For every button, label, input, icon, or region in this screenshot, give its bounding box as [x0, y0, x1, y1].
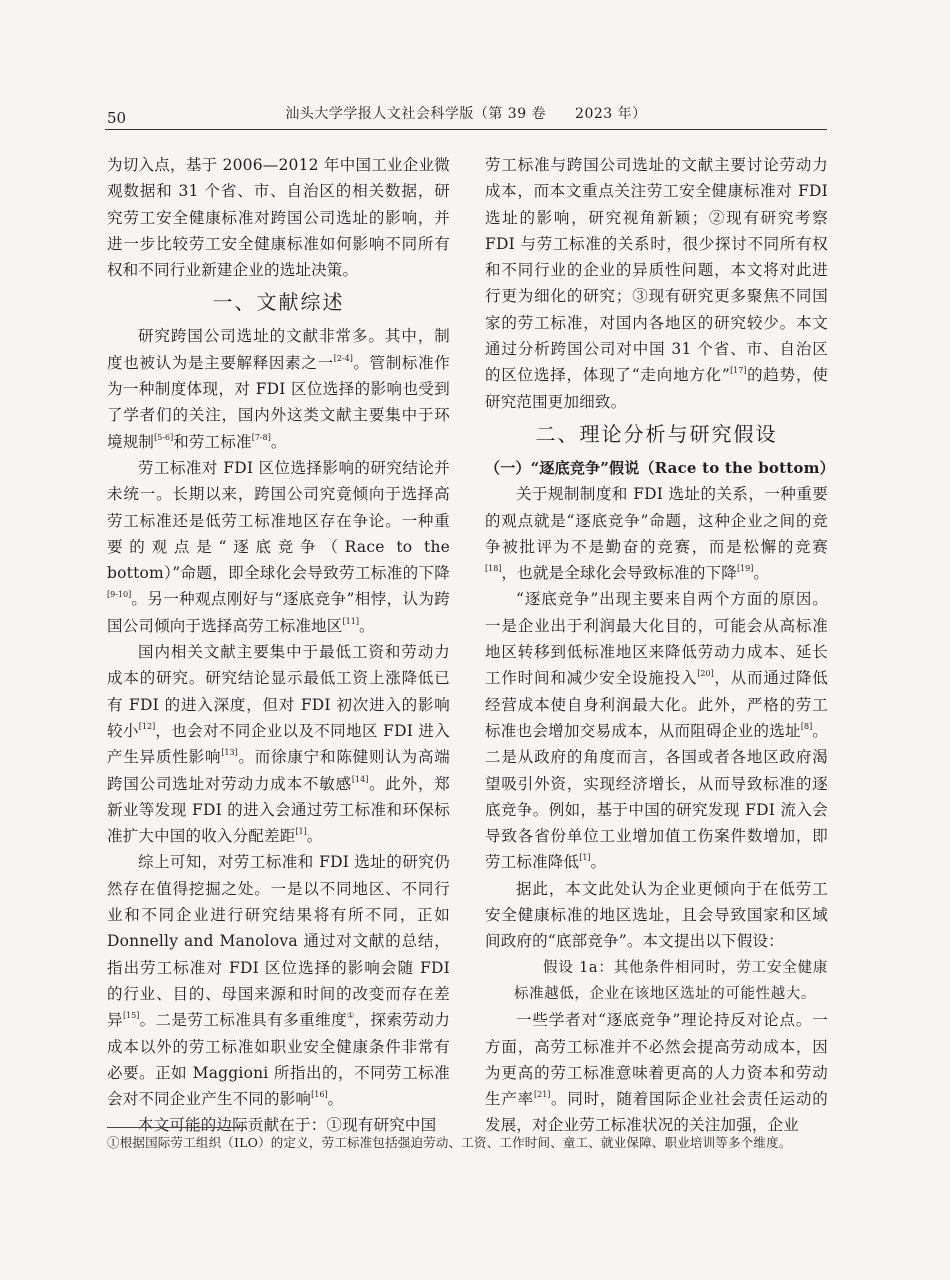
citation: [8] [800, 721, 813, 731]
footnote: ①根据国际劳工组织（ILO）的定义，劳工标准包括强迫劳动、工资、工作时间、童工、就业保障、职业培训等多个维度。 [107, 1135, 792, 1150]
paragraph: 国内相关文献主要集中于最低工资和劳动力成本的研究。研究结论显示最低工资上涨降低已有 FDI 的进入深度，但对 FDI 初次进入的影响较小[12]，也会对不同企业以及不同地区 FDI 进入产生异质性影响[13]。而徐康宁和陈健则认为高端跨国公司选址对劳动力成本不敏感[14]。此外，郑新业等发现 FDI 的进入会通过劳工标准和环保标准扩大中国的收入分配差距[1]。 [107, 643, 451, 846]
citation: [14] [351, 774, 369, 784]
citation: [2-4] [333, 353, 353, 363]
paragraph: 关于规制制度和 FDI 选址的关系，一种重要的观点就是“逐底竞争”命题，这种企业之间的竞争被批评为不是勤奋的竞赛，而是松懈的竞赛[18]，也就是全球化会导致标准的下降[19]。 [485, 485, 828, 583]
citation: [15] [122, 1011, 140, 1021]
paragraph: 据此，本文此处认为企业更倾向于在低劳工安全健康标准的地区选址，且会导致国家和区域间政府的“底部竞争”。本文提出以下假设： [485, 879, 828, 951]
journal-title: 汕头大学学报人文社会科学版（第 39 卷 2023 年） [285, 106, 647, 122]
citation: [17] [730, 366, 747, 376]
citation: [21] [534, 1090, 551, 1100]
page-header [105, 103, 827, 130]
citation: [5-6] [154, 432, 174, 442]
left-column [107, 152, 450, 1139]
paragraph: 劳工标准对 FDI 区位选择影响的研究结论并未统一。长期以来，跨国公司究竟倾向于选择高劳工标准还是低劳工标准地区存在争论。一种重要的观点是“逐底竞争（Race to the bottom）”命题，即全球化会导致劳工标准的下降[9-10]。另一种观点刚好与“逐底竞争”相悖，认为跨国公司倾向于选择高劳工标准地区[11]。 [107, 458, 450, 635]
footnote-marker: ① [347, 1011, 355, 1021]
paragraph: 劳工标准与跨国公司选址的文献主要讨论劳动力成本，而本文重点关注劳工安全健康标准对 FDI 选址的影响，研究视角新颖；②现有研究考察 FDI 与劳工标准的关系时，很少探讨不同所有权和不同行业的企业的异质性问题，本文将对此进行更为细化的研究；③现有研究更多聚焦不同国家的劳工标准，对国内各地区的研究较少。本文通过分析跨国公司对中国 31 个省、市、自治区的区位选择，体现了“走向地方化”[17]的趋势，使研究范围更加细致。 [485, 156, 828, 411]
citation: [1] [579, 853, 591, 863]
paragraph: 综上可知，对劳工标准和 FDI 选址的研究仍然存在值得挖掘之处。一是以不同地区、不同行业和不同企业进行研究结果将有所不同，正如 Donnelly and Manolova 通过对文献的总结，指出劳工标准对 FDI 区位选择的影响会随 FDI 的行业、目的、母国来源和时间的改变而存在差异[15]。二是劳工标准具有多重维度①，探索劳动力成本以外的劳工标准如职业安全健康条件非常有必要。正如 Maggioni 所指出的，不同劳工标准会对不同企业产生不同的影响[16]。 [107, 853, 451, 1109]
subsection-heading-race-to-bottom: （一）“逐底竞争”假说（Race to the bottom） [485, 458, 835, 477]
citation: [11] [342, 616, 359, 626]
section-heading-theory-hypotheses: 二、理论分析与研究假设 [535, 421, 778, 446]
paragraph: “逐底竞争”出现主要来自两个方面的原因。一是企业出于利润最大化目的，可能会从高标准地区转移到低标准地区来降低劳动力成本、延长工作时间和减少安全设施投入[20]，从而通过降低经营成本使自身利润最大化。此外，严格的劳工标准也会增加交易成本，从而阻碍企业的选址[8]。二是从政府的角度而言，各国或者各地区政府渴望吸引外资，实现经济增长，从而导致标准的逐底竞争。例如，基于中国的研究发现 FDI 流入会导致各省份单位工业增加值工伤案件数增加，即劳工标准降低[1]。 [485, 590, 829, 872]
citation: [18] [485, 564, 502, 574]
paragraph: 本文可能的边际贡献在于：①现有研究中国 [138, 1116, 437, 1135]
citation: [9-10] [107, 590, 132, 600]
paragraph: 一些学者对“逐底竞争”理论持反对论点。一方面，高劳工标准并不必然会提高劳动成本，因为更高的劳工标准意味着更高的人力资本和劳动生产率[21]。同时，随着国际企业社会责任运动的发展，对企业劳工标准状况的关注加强，企业 [485, 1011, 829, 1135]
section-heading-literature-review: 一、文献综述 [212, 290, 345, 315]
citation: [13] [221, 748, 238, 758]
citation: [19] [736, 564, 754, 574]
page-number: 50 [107, 109, 127, 127]
paragraph: 为切入点，基于 2006—2012 年中国工业企业微观数据和 31 个省、市、自治区的相关数据，研究劳工安全健康标准对跨国公司选址的影响，并进一步比较劳工安全健康标准如何影响不同所有权和不同行业新建企业的选址决策。 [107, 156, 450, 280]
hypothesis-1a: 假设 1a：其他条件相同时，劳工安全健康标准越低，企业在该地区选址的可能性越大。 [514, 959, 828, 1002]
citation: [20] [697, 669, 714, 679]
citation: [16] [311, 1090, 328, 1100]
citation: [7-8] [251, 432, 271, 442]
right-column [485, 152, 835, 1139]
footnote-divider [107, 1127, 245, 1128]
paragraph: 研究跨国公司选址的文献非常多。其中，制度也被认为是主要解释因素之一[2-4]。管制标准作为一种制度体现，对 FDI 区位选择的影响也受到了学者们的关注，国内外这类文献主要集中于环境规制[5-6]和劳工标准[7-8]。 [107, 327, 450, 451]
citation: [12] [138, 721, 156, 731]
citation: [1] [295, 827, 307, 837]
